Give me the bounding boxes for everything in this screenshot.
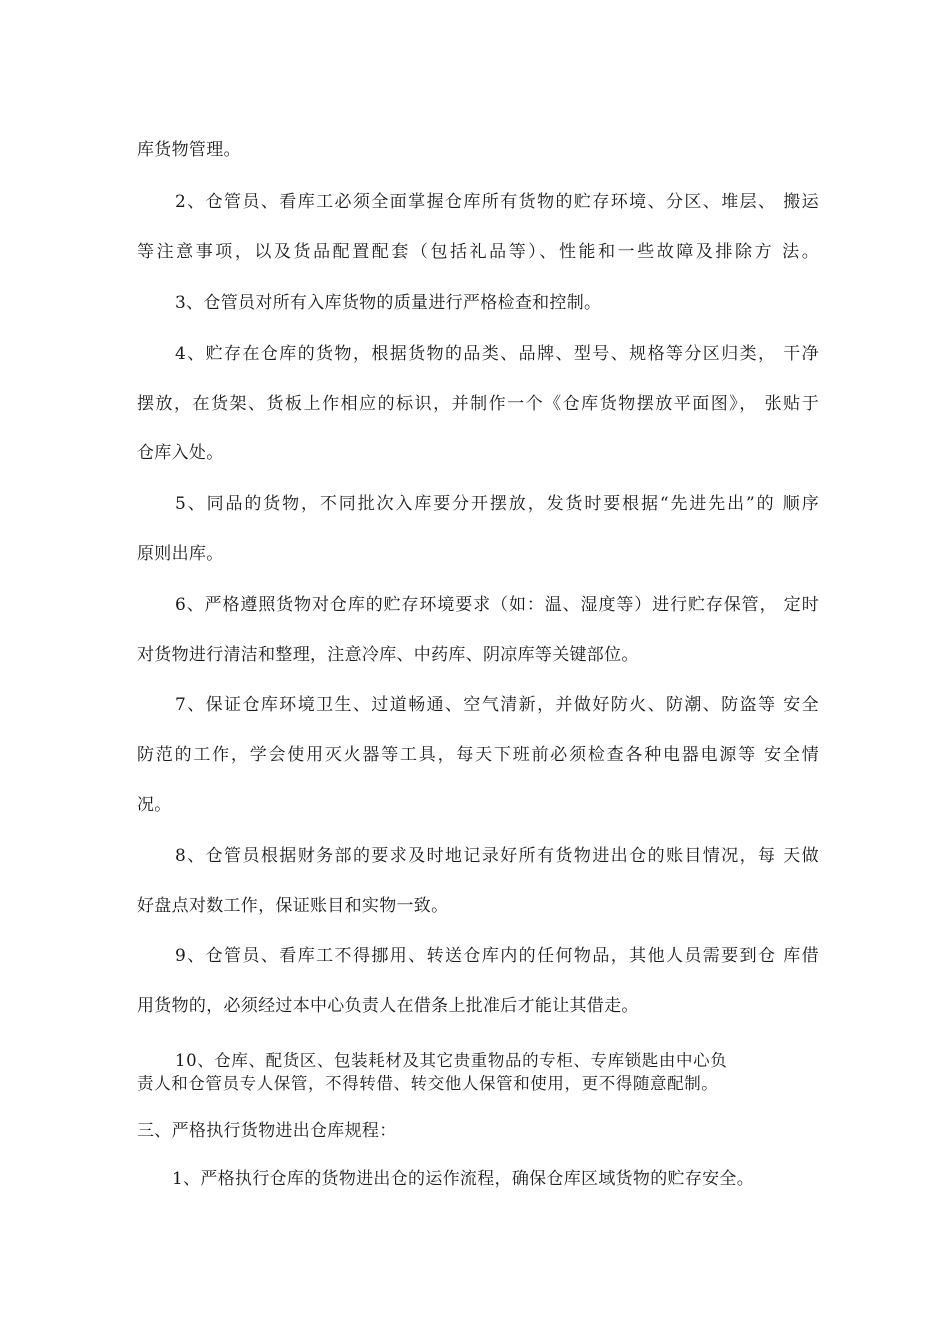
paragraph-line: 3、仓管员对所有入库货物的质量进行严格检查和控制。 bbox=[175, 293, 602, 313]
paragraph-line: 2、仓管员、看库工必须全面掌握仓库所有货物的贮存环境、分区、堆层、 搬运 bbox=[175, 192, 819, 212]
paragraph-line: 好盘点对数工作，保证账目和实物一致。 bbox=[137, 896, 449, 916]
paragraph-line: 10、仓库、配货区、包装耗材及其它贵重物品的专柜、专库锁匙由中心负 bbox=[175, 1051, 728, 1070]
paragraph-line: 责人和仓管员专人保管，不得转借、转交他人保管和使用，更不得随意配制。 bbox=[137, 1074, 719, 1093]
paragraph-line: 5、同品的货物，不同批次入库要分开摆放，发货时要根据“先进先出”的 顺序 bbox=[175, 494, 819, 514]
section-heading: 三、严格执行货物进出仓库规程： bbox=[137, 1121, 397, 1141]
paragraph-line: 防范的工作，学会使用灭火器等工具，每天下班前必须检查各种电器电源等 安全情 bbox=[137, 745, 819, 765]
paragraph-line: 用货物的，必须经过本中心负责人在借条上批准后才能让其借走。 bbox=[137, 996, 639, 1016]
paragraph-line: 1、严格执行仓库的货物进出仓的运作流程，确保仓库区域货物的贮存安全。 bbox=[172, 1169, 755, 1189]
paragraph-line: 对货物进行清洁和整理，注意冷库、中药库、阴凉库等关键部位。 bbox=[137, 645, 639, 665]
paragraph-line: 摆放，在货架、货板上作相应的标识，并制作一个《仓库货物摆放平面图》， 张贴于 bbox=[137, 394, 819, 414]
paragraph-line: 8、仓管员根据财务部的要求及时地记录好所有货物进出仓的账目情况，每 天做 bbox=[175, 846, 819, 866]
paragraph-line: 仓库入处。 bbox=[137, 443, 224, 463]
paragraph-line: 等注意事项，以及货品配置配套（包括礼品等）、性能和一些故障及排除方 法。 bbox=[137, 242, 819, 262]
paragraph-line: 况。 bbox=[137, 795, 172, 815]
paragraph-line: 9、仓管员、看库工不得挪用、转送仓库内的任何物品，其他人员需要到仓 库借 bbox=[175, 946, 819, 966]
paragraph-line: 原则出库。 bbox=[137, 544, 224, 564]
paragraph-line: 库货物管理。 bbox=[137, 140, 241, 160]
paragraph-line: 6、严格遵照货物对仓库的贮存环境要求（如：温、湿度等）进行贮存保管， 定时 bbox=[175, 595, 819, 615]
paragraph-line: 4、贮存在仓库的货物，根据货物的品类、品牌、型号、规格等分区归类， 干净 bbox=[175, 344, 819, 364]
paragraph-line: 7、保证仓库环境卫生、过道畅通、空气清新，并做好防火、防潮、防盗等 安全 bbox=[175, 695, 819, 715]
